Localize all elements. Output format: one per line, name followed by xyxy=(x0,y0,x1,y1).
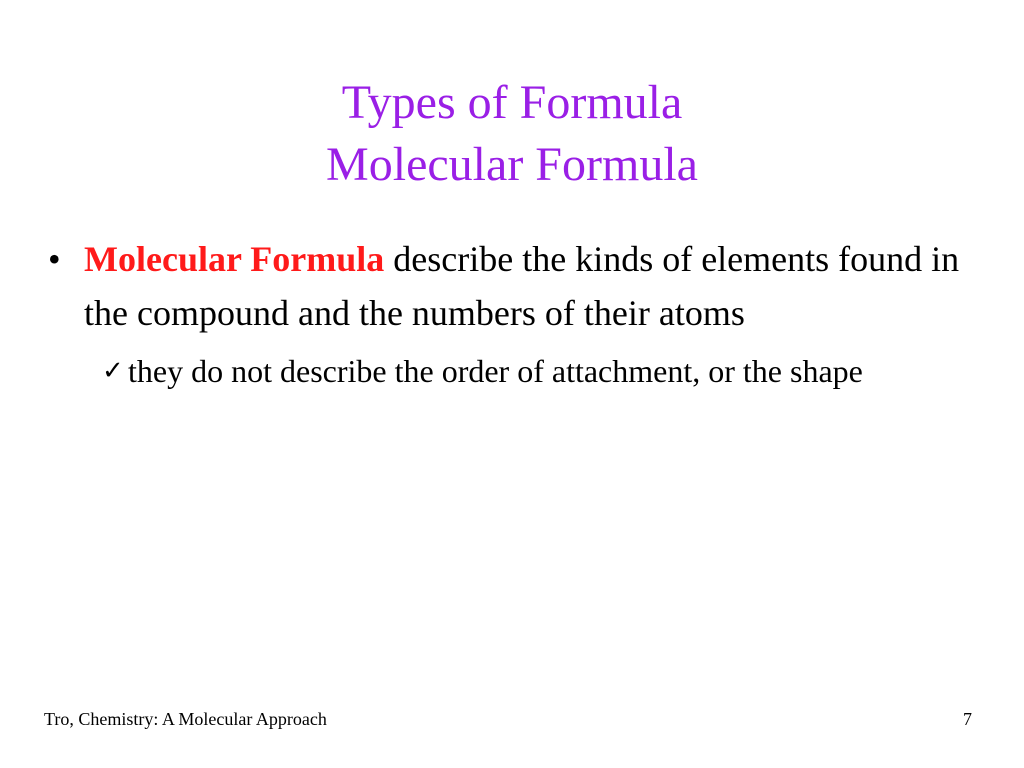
bullet-list xyxy=(48,232,978,394)
title-line-2: Molecular Formula xyxy=(326,138,698,191)
checkmark-icon: ✓ xyxy=(102,356,124,386)
footer-source: Tro, Chemistry: A Molecular Approach xyxy=(44,709,327,729)
page-number: 7 xyxy=(963,709,972,729)
highlight-term: Molecular Formula xyxy=(84,239,385,279)
bullet-icon: • xyxy=(48,239,61,279)
slide-title xyxy=(0,72,1024,196)
sub-bullet-item xyxy=(48,348,978,394)
title-line-1: Types of Formula xyxy=(341,76,683,129)
bullet-text: describe the kinds of elements found in the compound and the numbers of their atoms xyxy=(84,239,960,333)
bullet-item-molecular-formula xyxy=(48,232,978,340)
sub-bullet-text: they do not describe the order of attachment, or the shape xyxy=(128,353,863,389)
